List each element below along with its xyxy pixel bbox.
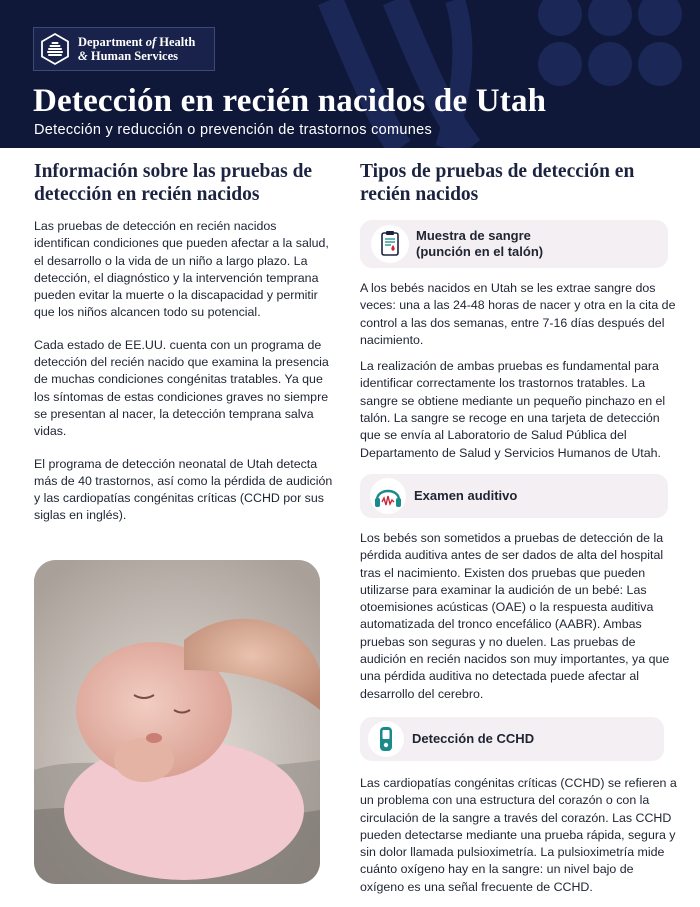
hearing-card (360, 474, 668, 518)
pulse-oximeter-icon (366, 719, 406, 759)
headphones-icon (368, 476, 408, 516)
page-title: Detección en recién nacidos de Utah (33, 83, 547, 119)
blood-sample-title-line-1: Muestra de sangre (416, 228, 531, 243)
left-paragraph-3: El programa de detección neonatal de Utah detecta más de 40 trastornos, así como la pérdida de audición y las cardiopatías congénitas críticas (CCHD por sus siglas en inglés). (34, 456, 333, 523)
org-name (78, 35, 195, 63)
blood-sample-card (360, 220, 668, 268)
org-line-2: & Human Services (78, 49, 179, 63)
blood-sample-title-line-2: (punción en el talón) (416, 244, 544, 259)
beehive-seal-icon (38, 32, 72, 66)
header-banner (0, 0, 700, 148)
newborn-illustration (34, 560, 320, 884)
hearing-paragraph: Los bebés son sometidos a pruebas de detección de la pérdida auditiva antes de ser dados de alta del hospital tras el nacimiento. Existen dos pruebas que pueden utilizarse para examinar la audición de un bebé: Las otoemisiones acústicas (OAE) o la respuesta auditiva automatizada del tronco encefálico (AABR). Ambas pruebas son seguras y no duelen. Las pruebas de audición en recién nacidos son muy importantes, ya que una pérdida auditiva no detectada puede afectar al desarrollo del cerebro. (360, 530, 670, 701)
page-subtitle: Detección y reducción o prevención de trastornos comunes (34, 122, 433, 138)
blood-paragraph-1: A los bebés nacidos en Utah se les extrae sangre dos veces: una a las 24-48 horas de nacer y otra en la cita de control a las dos semanas, entre 7-16 días después del nacimiento. (360, 281, 676, 347)
left-paragraph-1: Las pruebas de detección en recién nacidos identifican condiciones que pueden afectar a la salud, el desarrollo o la vida de un niño a largo plazo. La detección, el diagnóstico y la intervención temprana pueden evitar la muerte o la discapacidad y permitir que los niños alcancen todo su potencial. (34, 219, 329, 320)
right-heading: Tipos de pruebas de detección en recién nacidos (360, 161, 635, 205)
dhhs-logo (33, 27, 215, 71)
blood-sample-title (416, 228, 543, 260)
cchd-card (360, 717, 664, 761)
newborn-photo (34, 560, 320, 884)
left-column (34, 160, 334, 525)
org-line-1: Department of Health (78, 35, 196, 49)
blood-paragraph-2: La realización de ambas pruebas es fundamental para identificar correctamente los trastornos tratables. La sangre se obtiene mediante un pequeño pinchazo en el talón. La sangre se recoge en una tarjeta de detección que se envía al Laboratorio de Salud Pública del Departamento de Salud y Servicios Humanos de Utah. (360, 359, 666, 460)
right-column (360, 160, 678, 896)
left-heading: Información sobre las pruebas de detección en recién nacidos (34, 161, 313, 205)
hearing-title: Examen auditivo (414, 487, 518, 503)
cchd-paragraph: Las cardiopatías congénitas críticas (CCHD) se refieren a un problema con una estructura del corazón o con la circulación de la sangre a través del corazón. Las CCHD pueden detectarse mediante una prueba rápida, segura y sin dolor llamada pulsioximetría. La pulsioximetría mide cuánto oxígeno hay en la sangre: un nivel bajo de oxígeno es una señal frecuente de CCHD. (360, 775, 677, 894)
cchd-title: Detección de CCHD (412, 730, 535, 746)
left-paragraph-2: Cada estado de EE.UU. cuenta con un programa de detección del recién nacido que examina la presencia de muchas condiciones congénitas tratables. Ya que los síntomas de estas condiciones graves no siempre se presentan al nacer, la detección temprana salva vidas. (34, 337, 329, 439)
clipboard-blood-drop-icon (368, 222, 412, 266)
